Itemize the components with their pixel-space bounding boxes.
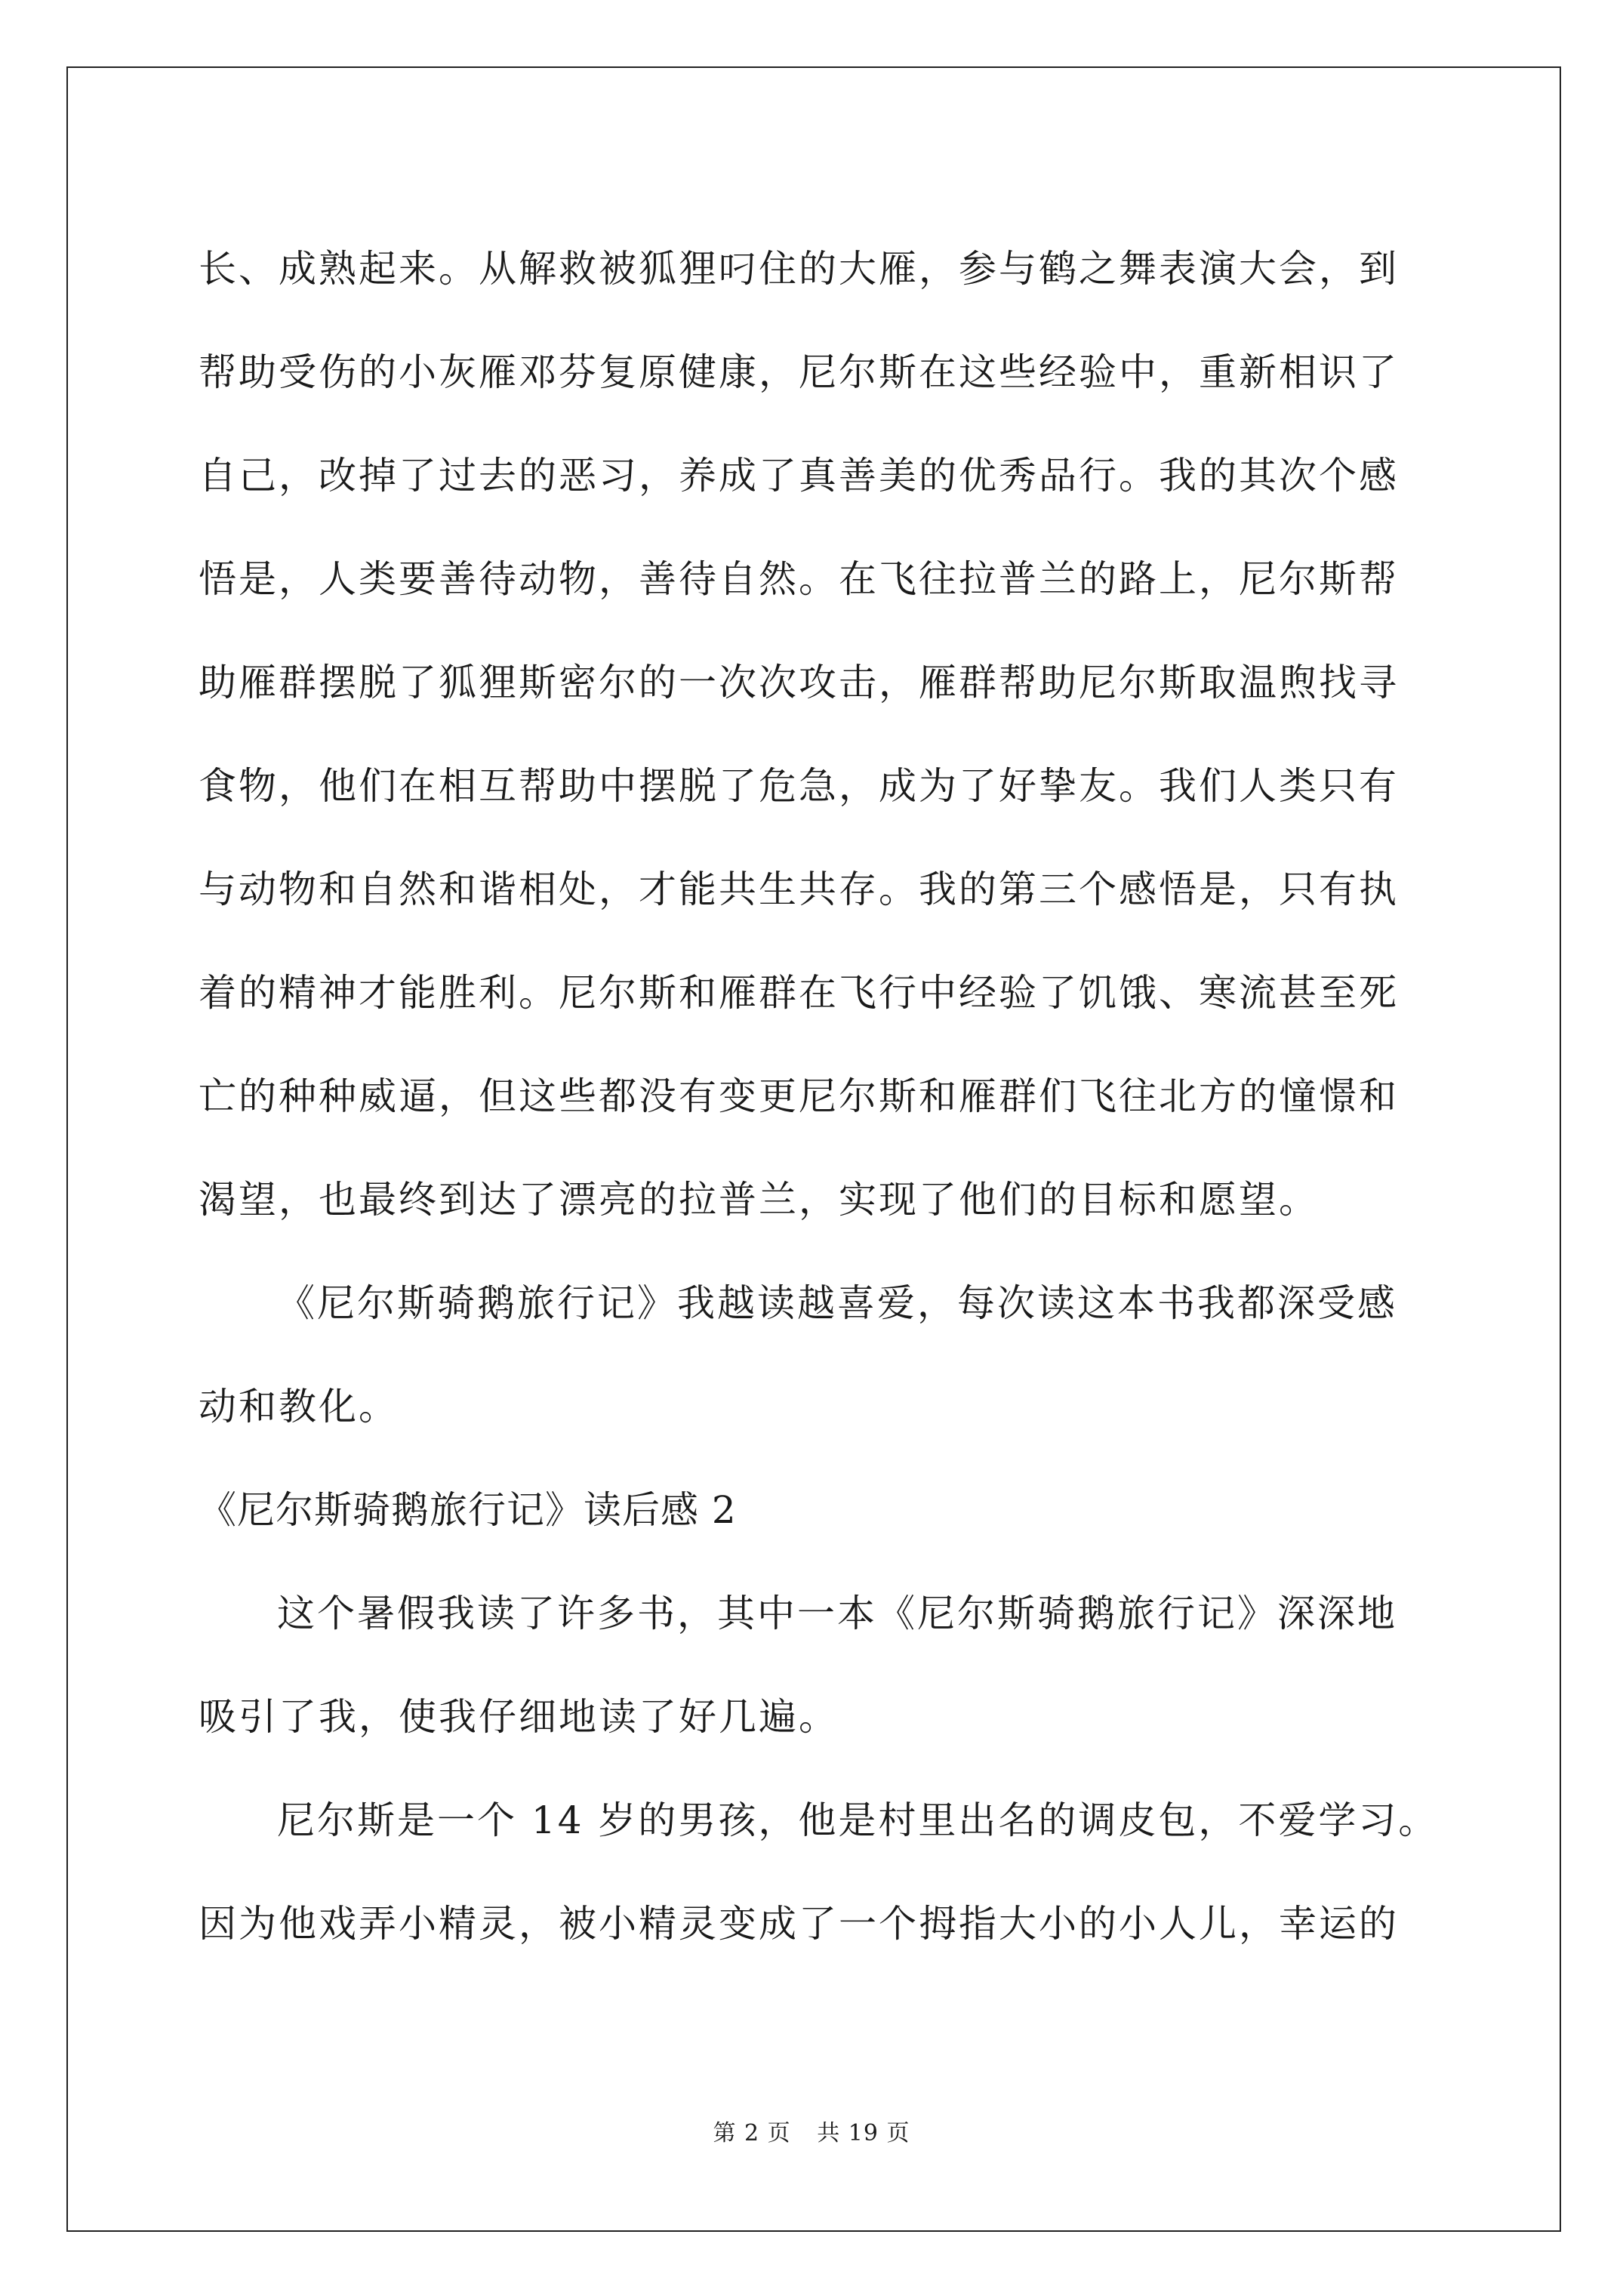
paragraph [199,217,1452,1252]
section-heading: 《尼尔斯骑鹅旅行记》读后感 2 [199,1488,737,1532]
page-number: 第 2 页 [713,2120,791,2147]
text-line: 因为他戏弄小精灵，被小精灵变成了一个拇指大小的小人儿，幸运的 [199,1902,1399,1946]
text-line: 助雁群摆脱了狐狸斯密尔的一次次攻击，雁群帮助尼尔斯取温煦找寻 [199,661,1399,704]
document-body [199,217,1452,1976]
text-line: 亡的种种威逼，但这些都没有变更尼尔斯和雁群们飞往北方的憧憬和 [199,1074,1399,1118]
text-line: 动和教化。 [199,1385,399,1428]
text-line: 长、成熟起来。从解救被狐狸叼住的大雁，参与鹤之舞表演大会，到 [199,247,1399,291]
paragraph [199,1562,1452,1769]
text-line: 着的精神才能胜利。尼尔斯和雁群在飞行中经验了饥饿、寒流甚至死 [199,971,1399,1015]
text-line: 渴望，也最终到达了漂亮的拉普兰，实现了他们的目标和愿望。 [199,1178,1319,1222]
page-total: 共 19 页 [817,2120,910,2147]
text-line: 帮助受伤的小灰雁邓芬复原健康，尼尔斯在这些经验中，重新相识了 [199,350,1399,394]
text-line: 尼尔斯是一个 14 岁的男孩，他是村里出名的调皮包，不爱学习。 [277,1798,1439,1842]
text-line: 悟是，人类要善待动物，善待自然。在飞往拉普兰的路上，尼尔斯帮 [199,557,1399,601]
text-line: 吸引了我，使我仔细地读了好几遍。 [199,1695,839,1739]
text-line: 这个暑假我读了许多书，其中一本《尼尔斯骑鹅旅行记》深深地 [277,1592,1397,1635]
page-footer [0,2114,1623,2147]
text-line: 《尼尔斯骑鹅旅行记》我越读越喜爱，每次读这本书我都深受感 [277,1281,1397,1325]
paragraph [199,1252,1452,1459]
text-line: 食物，他们在相互帮助中摆脱了危急，成为了好挚友。我们人类只有 [199,764,1399,808]
text-line: 自己，改掉了过去的恶习，养成了真善美的优秀品行。我的其次个感 [199,454,1399,498]
paragraph [199,1769,1452,1976]
text-line: 与动物和自然和谐相处，才能共生共存。我的第三个感悟是，只有执 [199,868,1399,911]
